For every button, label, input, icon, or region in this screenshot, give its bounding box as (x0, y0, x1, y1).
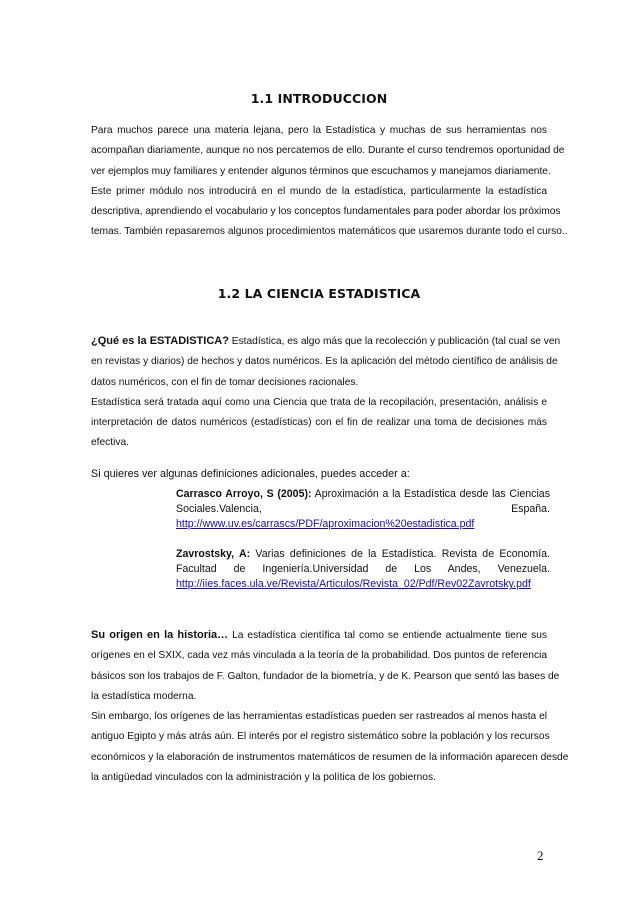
reference-line (176, 487, 550, 502)
reference-carrasco (176, 487, 550, 533)
paragraph-line: acompañan diariamente, aunque no nos percatemos de ello. Durante el curso tendremos oportunidad de (91, 145, 565, 157)
origen-rest: La estadística científica tal como se entiende actualmente tiene sus (228, 630, 547, 641)
section-heading-introduccion: 1.1 INTRODUCCION (250, 91, 388, 106)
paragraph-line: Este primer módulo nos introducirá en el mundo de la estadística, particularmente la estadística (91, 185, 547, 197)
paragraph-line: ver ejemplos muy familiares y entender algunos términos que escuchamos y manejamos diariamente. (91, 165, 551, 177)
reference-line: Facultad de Ingeniería.Universidad de Los Andes, Venezuela. (176, 563, 550, 576)
reference-link-carrasco[interactable]: http://www.uv.es/carrascs/PDF/aproximacion%20estadistica.pdf (176, 518, 475, 531)
section-heading-ciencia-estadistica: 1.2 LA CIENCIA ESTADISTICA (217, 286, 421, 301)
references-intro: Si quieres ver algunas definiciones adicionales, puedes acceder a: (91, 468, 410, 480)
paragraph-line: básicos son los trabajos de F. Galton, fundador de la biometría, y de K. Pearson que sentó las bases de (91, 670, 560, 682)
origen-paragraph (91, 625, 569, 788)
paragraph-line: descriptiva, aprendiendo el vocabulario y los conceptos fundamentales para poder abordar los próximos (91, 206, 561, 218)
reference-zavrostsky (176, 547, 550, 593)
paragraph-line: datos numéricos, con el fin de tomar decisiones racionales. (91, 376, 359, 388)
paragraph-line: la estadística moderna. (91, 690, 197, 702)
question-rest: Estadística, es algo más que la recolección y publicación (tal cual se ven (228, 336, 561, 347)
paragraph-line: antiguo Egipto y más atrás aún. El interés por el registro sistemático sobre la población y los recursos (91, 731, 550, 743)
reference-title: Varias definiciones de la Estadística. Revista de Economía. (250, 548, 550, 560)
paragraph-line: interpretación de datos numéricos (estadísticas) con el fin de realizar una toma de decisiones más (91, 417, 547, 429)
page-number: 2 (537, 848, 544, 863)
paragraph-line: en revistas y diarios) de hechos y datos numéricos. Es la aplicación del método científico de análisis de (91, 356, 558, 368)
paragraph-line: Estadística será tratada aquí como una Ciencia que trata de la recopilación, presentación, análisis e (91, 396, 547, 408)
reference-link-zavrostsky[interactable]: http://iies.faces.ula.ve/Revista/Articulos/Revista_02/Pdf/Rev02Zavrotsky.pdf (176, 578, 531, 591)
reference-title: Aproximación a la Estadística desde las Ciencias (311, 488, 550, 500)
paragraph-line (91, 625, 547, 646)
question-lead: ¿Qué es la ESTADISTICA? (91, 335, 229, 347)
reference-line (176, 547, 550, 562)
paragraph-line: orígenes en el SXIX, cada vez más vinculada a la teoría de la probabilidad. Dos puntos de referencia (91, 650, 547, 662)
reference-author: Carrasco Arroyo, S (2005): (176, 488, 312, 500)
paragraph-line (91, 331, 561, 352)
paragraph-line: económicos y la elaboración de instrumentos matemáticos de resumen de la información aparecen desde (91, 751, 569, 763)
paragraph-line: Para muchos parece una materia lejana, pero la Estadística y muchas de sus herramientas nos (91, 125, 547, 136)
origen-lead: Su origen en la historia… (91, 629, 229, 641)
reference-line: Sociales.Valencia, España. (176, 503, 550, 516)
intro-paragraph (91, 121, 568, 243)
paragraph-line: Sin embargo, los orígenes de las herramientas estadísticas pueden ser rastreados al menos hasta el (91, 711, 547, 723)
reference-author: Zavrostsky, A: (176, 548, 251, 560)
paragraph-line: temas. También repasaremos algunos procedimientos matemáticos que usaremos durante todo el curso.. (91, 226, 568, 238)
paragraph-line: la antigüedad vinculados con la administración y la política de los gobiernos. (91, 772, 436, 784)
ciencia-paragraph (91, 331, 561, 454)
paragraph-line: efectiva. (91, 437, 129, 449)
